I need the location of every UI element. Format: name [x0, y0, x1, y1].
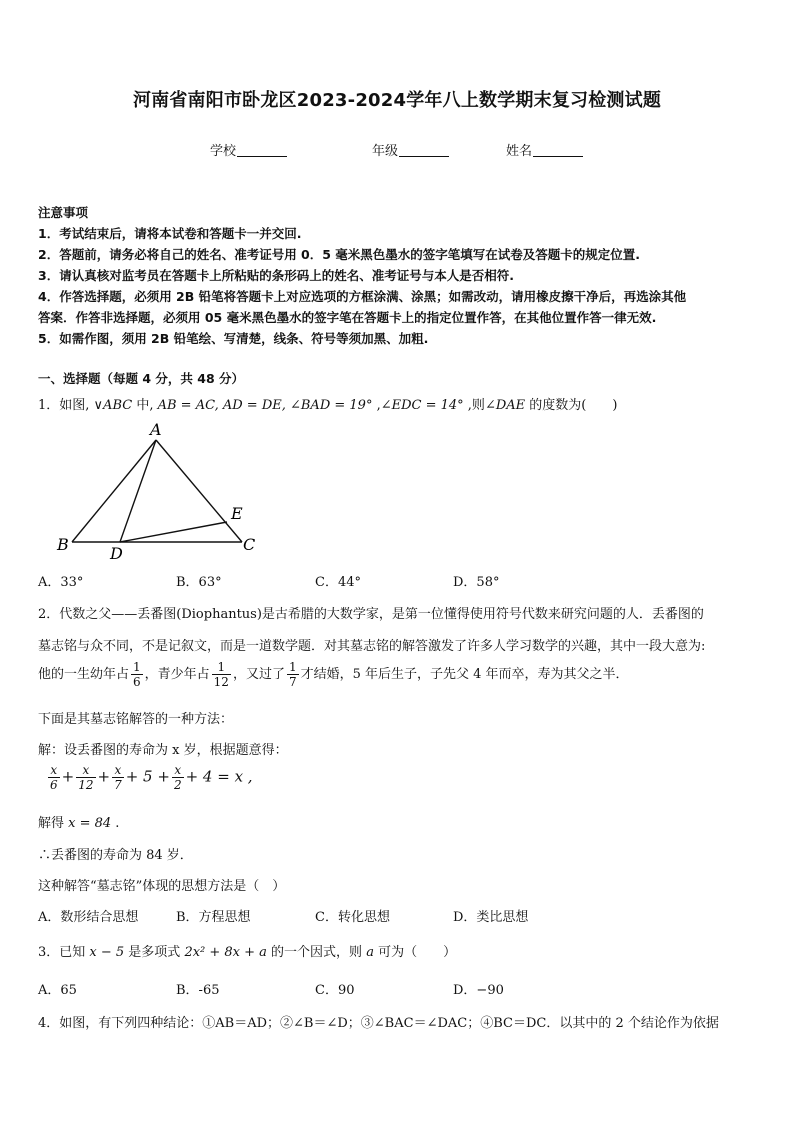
notice-item: 2．答题前，请务必将自己的姓名、准考证号用 0．5 毫米黑色墨水的签字笔填写在试卷及答题卡的规定位置.	[38, 247, 641, 262]
q2-text: 他的一生幼年占	[38, 667, 130, 682]
fraction-1-7	[287, 660, 299, 689]
name-field	[506, 140, 583, 159]
q1-option-b[interactable]: B．63°	[176, 575, 222, 590]
frac-num: x	[112, 763, 124, 778]
q3-text: 是多项式	[124, 945, 185, 960]
triangle-figure	[50, 418, 270, 563]
grade-blank[interactable]	[399, 143, 449, 157]
vertex-label-c: C	[243, 535, 256, 554]
school-blank[interactable]	[237, 143, 287, 157]
frac-den: 6	[50, 778, 58, 792]
q1-triangle: ∨ABC	[93, 398, 133, 413]
q2-text: 才结婚，5 年后生子，子先父 4 年而卒，寿为其父之半．	[300, 667, 629, 682]
q3-text: 可为（ ）	[373, 945, 457, 960]
q1-text: 中,	[132, 398, 158, 413]
frac-den: 7	[114, 778, 122, 792]
q3-option-c[interactable]: C．90	[315, 983, 355, 998]
q3-option-d[interactable]: D．−90	[453, 983, 504, 998]
vertex-label-a: A	[150, 420, 162, 439]
q2-line: 2．代数之父——丢番图(Diophantus)是古希腊的大数学家，是第一位懂得使用符号代数来研究问题的人．丢番图的	[38, 607, 704, 622]
q1-condition: AB = AC, AD = DE, ∠BAD = 19°	[157, 398, 373, 413]
section-heading: 一、选择题（每题 4 分，共 48 分）	[38, 371, 245, 386]
frac-num: x	[76, 763, 95, 778]
school-field	[210, 140, 287, 159]
grade-label: 年级	[372, 144, 399, 159]
notice-item: 答案．作答非选择题，必须用 05 毫米黑色墨水的签字笔在答题卡上的指定位置作答，在其他位置作答一律无效.	[38, 310, 657, 325]
name-blank[interactable]	[533, 143, 583, 157]
q2-line: 下面是其墓志铭解答的一种方法：	[38, 712, 234, 727]
q3-text: 3．已知	[38, 945, 90, 960]
fraction-1-6	[131, 660, 143, 689]
q3-factor: x − 5	[89, 945, 125, 960]
vertex-label-e: E	[231, 504, 243, 523]
notice-item: 5．如需作图，须用 2B 铅笔绘、写清楚，线条、符号等须加黑、加粗.	[38, 331, 429, 346]
frac-den: 2	[173, 778, 182, 792]
q1-target-angle: ∠DAE	[484, 398, 526, 413]
frac-den: 12	[213, 675, 229, 689]
notice-item: 1．考试结束后，请将本试卷和答题卡一并交回.	[38, 226, 302, 241]
frac-den: 7	[288, 675, 297, 689]
frac-num: 1	[212, 660, 231, 675]
q2-result: x = 84	[68, 816, 112, 831]
eq-op: +	[97, 767, 111, 786]
eq-term	[112, 763, 124, 792]
vertex-label-d: D	[110, 544, 123, 563]
frac-num: 1	[133, 660, 141, 674]
q1-suffix: 的度数为( )	[525, 398, 618, 413]
q2-option-a[interactable]: A．数形结合思想	[38, 910, 139, 925]
eq-term	[76, 763, 95, 792]
q2-line: 墓志铭与众不同，不是记叙文，而是一道数学题．对其墓志铭的解答激发了许多人学习数学的兴趣，其中一段大意为:	[38, 639, 706, 654]
notice-item: 3．请认真核对监考员在答题卡上所粘贴的条形码上的姓名、准考证号与本人是否相符.	[38, 268, 514, 283]
q1-text: ,	[372, 398, 381, 413]
eq-term	[48, 763, 60, 792]
frac-den: 6	[133, 675, 141, 689]
q1-option-d[interactable]: D．58°	[453, 575, 500, 590]
frac-num: 1	[288, 660, 297, 674]
q2-text: ，又过了	[232, 667, 285, 682]
notice-item: 4．作答选择题，必须用 2B 铅笔将答题卡上对应选项的方框涂满、涂黑；如需改动，请用橡皮擦干净后，再选涂其他	[38, 289, 687, 304]
q2-text: .	[111, 816, 120, 831]
q2-line: ∴丢番图的寿命为 84 岁．	[38, 848, 193, 863]
q2-solution	[38, 812, 119, 831]
q2-line-fractions	[38, 660, 629, 689]
q3-option-b[interactable]: B．-65	[176, 983, 220, 998]
q3-polynomial: 2x² + 8x + a	[184, 945, 267, 960]
q2-line: 解：设丢番图的寿命为 x 岁，根据题意得：	[38, 743, 288, 758]
q2-option-b[interactable]: B．方程思想	[176, 910, 251, 925]
q2-text: 解得	[38, 816, 69, 831]
frac-num: x	[48, 763, 60, 778]
exam-title: 河南省南阳市卧龙区2023-2024学年八上数学期末复习检测试题	[132, 90, 662, 111]
q2-text: ，青少年占	[144, 667, 210, 682]
vertex-label-b: B	[57, 535, 69, 554]
grade-field	[372, 140, 449, 159]
frac-num: x	[172, 763, 184, 778]
frac-den: 12	[78, 778, 94, 792]
question-1-stem	[38, 394, 617, 413]
notice-heading: 注意事项	[38, 205, 89, 220]
question-4-stem: 4．如图，有下列四种结论：①AB＝AD；②∠B＝∠D；③∠BAC＝∠DAC；④BC＝DC．以其中的 2 个结论作为依据	[38, 1016, 719, 1031]
fraction-1-12	[212, 660, 231, 689]
school-label: 学校	[210, 144, 237, 159]
q1-option-c[interactable]: C．44°	[315, 575, 361, 590]
eq-term	[172, 763, 184, 792]
q2-line: 这种解答“墓志铭”体现的思想方法是（ ）	[38, 879, 286, 894]
eq-op: + 5 +	[125, 767, 170, 786]
q1-option-a[interactable]: A．33°	[38, 575, 84, 590]
q1-text: ,则	[463, 398, 485, 413]
q2-option-d[interactable]: D．类比思想	[453, 910, 529, 925]
q3-option-a[interactable]: A．65	[38, 983, 77, 998]
q3-text: 的一个因式，则	[266, 945, 367, 960]
eq-tail: + 4 = x ,	[185, 767, 253, 786]
q2-equation	[46, 763, 253, 792]
q2-option-c[interactable]: C．转化思想	[315, 910, 390, 925]
eq-op: +	[61, 767, 75, 786]
q1-prefix: 1．如图,	[38, 398, 94, 413]
q3-var: a	[366, 945, 374, 960]
name-label: 姓名	[506, 144, 533, 159]
q1-condition-2: ∠EDC = 14°	[380, 398, 464, 413]
question-3-stem	[38, 941, 456, 960]
